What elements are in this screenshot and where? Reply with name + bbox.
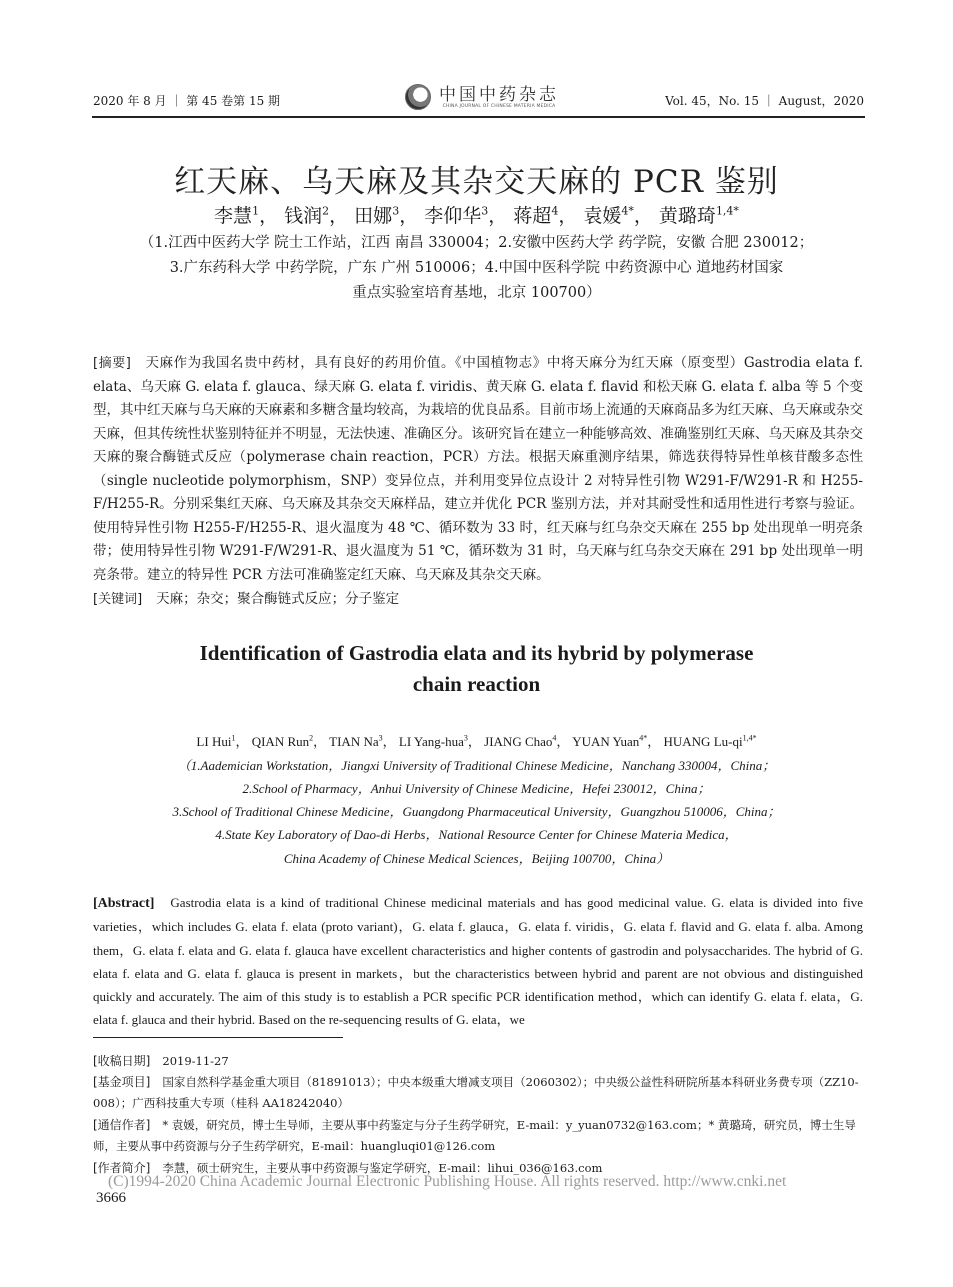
running-header-volume: Vol. 45，No. 15 ｜ August，2020 bbox=[665, 94, 864, 108]
keywords-cn bbox=[93, 588, 863, 612]
footnote-text: * 袁媛，研究员，博士生导师，主要从事中药鉴定与分子生药学研究，E-mail：y_yuan0732@163.com；* 黄璐琦，研究员，博士生导师，主要从事中药资源与分子生药学研究，E-mail：huangluqi01@126.com bbox=[93, 1118, 856, 1153]
footnote-funding bbox=[93, 1072, 863, 1114]
author-list-cn: 李慧$^1$， 钱润$^2$， 田娜$^3$， 李仰华$^3$， 蒋超$^4$， 袁媛$^{4*}$， 黄璐琦$^{1,4*}$ bbox=[214, 204, 739, 227]
journal-logo bbox=[405, 84, 559, 110]
footnote-rule bbox=[93, 1037, 343, 1038]
article-title-en-line: Identification of Gastrodia elata and its hybrid by polymerase bbox=[199, 641, 754, 665]
author: LI Hui$^1$ bbox=[196, 733, 236, 749]
affiliation-en-line: 2.School of Pharmacy，Anhui University of Chinese Medicine，Hefei 230012，China； bbox=[242, 781, 711, 796]
affiliation-cn-line: 3.广东药科大学 中药学院，广东 广州 510006；4.中国中医科学院 中药资源中心 道地药材国家 bbox=[169, 260, 784, 276]
keywords-cn-label: [关键词] bbox=[93, 592, 143, 607]
article-title-en-line: chain reaction bbox=[412, 672, 541, 696]
author: LI Yang-hua$^3$ bbox=[398, 733, 468, 749]
author: YUAN Yuan$^{4*}$ bbox=[572, 733, 648, 749]
footnote-label: [收稿日期] bbox=[93, 1054, 151, 1068]
footnote-correspondence bbox=[93, 1115, 863, 1157]
author: 田娜$^3$ bbox=[354, 204, 400, 227]
abstract-cn-label: [摘要] bbox=[93, 356, 131, 371]
article-title-en bbox=[0, 638, 953, 700]
affiliation-en-line: （1.Aademician Workstation，Jiangxi University of Traditional Chinese Medicine，Nanchang 330004，China； bbox=[177, 758, 776, 773]
author: QIAN Run$^2$ bbox=[251, 733, 314, 749]
author: 李仰华$^3$ bbox=[424, 204, 489, 227]
journal-name-cn: 中国中药杂志 bbox=[439, 84, 559, 105]
article-title-cn: 红天麻、乌天麻及其杂交天麻的 PCR 鉴别 bbox=[174, 164, 779, 200]
abstract-en-label: [Abstract] bbox=[93, 896, 155, 911]
journal-name-en: CHINA JOURNAL OF CHINESE MATERIA MEDICA bbox=[442, 103, 556, 109]
abstract-en bbox=[93, 891, 863, 1032]
author: HUANG $Lu-qi^{1,4*}$ bbox=[663, 733, 757, 749]
author: 蒋超$^4$ bbox=[513, 204, 559, 227]
affiliation-en-line: 3.School of Traditional Chinese Medicine，Guangdong Pharmaceutical University，Guangzhou 510006，China； bbox=[172, 804, 781, 819]
author: 李慧$^1$ bbox=[214, 204, 260, 227]
affiliation-en-line: 4.State Key Laboratory of Dao-di Herbs，National Resource Center for Chinese Materia Medica， bbox=[215, 827, 738, 842]
journal-emblem-icon bbox=[405, 84, 431, 110]
affiliation-cn-line: （1.江西中医药大学 院士工作站，江西 南昌 330004；2.安徽中医药大学 药学院，安徽 合肥 230012； bbox=[139, 235, 814, 251]
header-rule bbox=[92, 116, 865, 118]
copyright-notice: (C)1994-2020 China Academic Journal Electronic Publishing House. All rights reserved. http://www.cnki.net bbox=[108, 1173, 787, 1190]
author-list-en: LI Hui$^1$， QIAN Run$^2$， TIAN Na$^3$， LI Yang-hua$^3$， JIANG Chao$^4$， YUAN Yuan$^{4*}$， HUANG $Lu-qi^{1,4*}$ bbox=[196, 733, 757, 749]
abstract-cn-text: 天麻作为我国名贵中药材，具有良好的药用价值。《中国植物志》中将天麻分为红天麻（原变型）Gastrodia elata f. elata、乌天麻 G. elata f. glauca、绿天麻 G. elata f. viridis、黄天麻 G. elata f. flavid 和松天麻 G. elata f. alba 等 5 个变型，其中红天麻与乌天麻的天麻素和多糖含量均较高，为栽培的优良品系。目前市场上流通的天麻商品多为红天麻、乌天麻或杂交天麻，但其传统性状鉴别特征并不明显，无法快速、准确区分。该研究旨在建立一种能够高效、准确鉴别红天麻、乌天麻及其杂交天麻的聚合酶链式反应（polymerase chain reaction，PCR）方法。根据天麻重测序结果，筛选获得特异性单核苷酸多态性（single nucleotide polymorphism，SNP）变异位点，并利用变异位点设计 2 对特异性引物 W291-F/W291-R 和 H255-F/H255-R。分别采集红天麻、乌天麻及其杂交天麻样品，建立并优化 PCR 鉴别方法，并对其耐受性和适用性进行考察与验证。使用特异性引物 H255-F/H255-R、退火温度为 48 ℃、循环数为 33 时，红天麻与红乌杂交天麻在 255 bp 处出现单一明亮条带；使用特异性引物 W291-F/W291-R、退火温度为 51 ℃，循环数为 31 时，乌天麻与红乌杂交天麻在 291 bp 处出现单一明亮条带。建立的特异性 PCR 方法可准确鉴定红天麻、乌天麻及其杂交天麻。 bbox=[93, 355, 863, 583]
footnote-label: [通信作者] bbox=[93, 1118, 151, 1132]
footnote-text: 2019-11-27 bbox=[162, 1054, 229, 1068]
footnote-received bbox=[93, 1051, 863, 1072]
author: 黄璐琦$^{1,4*}$ bbox=[658, 204, 739, 227]
author: TIAN Na$^3$ bbox=[329, 733, 383, 749]
author: 袁媛$^{4*}$ bbox=[583, 204, 634, 227]
author: JIANG Chao$^4$ bbox=[484, 733, 557, 749]
page-number: 3666 bbox=[96, 1190, 126, 1206]
footnote-label: [作者简介] bbox=[93, 1161, 151, 1175]
affiliation-en-line: China Academy of Chinese Medical Sciences，Beijing 100700，China） bbox=[283, 851, 670, 866]
author: 钱润$^2$ bbox=[284, 204, 330, 227]
footnote-label: [基金项目] bbox=[93, 1075, 151, 1089]
affiliation-cn-line: 重点实验室培育基地，北京 100700） bbox=[352, 285, 601, 301]
footnote-text: 国家自然科学基金重大项目（81891013）；中央本级重大增减支项目（2060302）；中央级公益性科研院所基本科研业务费专项（ZZ10-008）；广西科技重大专项（桂科 AA18242040） bbox=[93, 1075, 859, 1110]
keywords-cn-text: 天麻；杂交；聚合酶链式反应；分子鉴定 bbox=[156, 591, 400, 607]
footnote-text: 李慧，硕士研究生，主要从事中药资源与鉴定学研究，E-mail：lihui_036@163.com bbox=[162, 1161, 603, 1175]
abstract-en-text: Gastrodia elata is a kind of traditional Chinese medicinal materials and has good medicinal value. G. elata is divided into five varieties，which includes G. elata f. elata (proto variant)，G. elata f. glauca，G. elata f. viridis，G. elata f. flavid and G. elata f. alba. Among them，G. elata f. elata and G. elata f. glauca have excellent characteristics and higher contents of gastrodin and polysaccharides. The hybrid of G. elata f. elata and G. elata f. glauca is present in markets，but the characteristics between hybrid and parent are not obvious and distinguished quickly and accurately. The aim of this study is to establish a PCR specific PCR identification method，which can identify G. elata f. elata，G. elata f. glauca and their hybrid. Based on the re-sequencing results of G. elata，we bbox=[93, 895, 863, 1028]
abstract-cn bbox=[93, 352, 863, 587]
running-header-issue: 2020 年 8 月 ｜ 第 45 卷第 15 期 bbox=[93, 94, 281, 108]
